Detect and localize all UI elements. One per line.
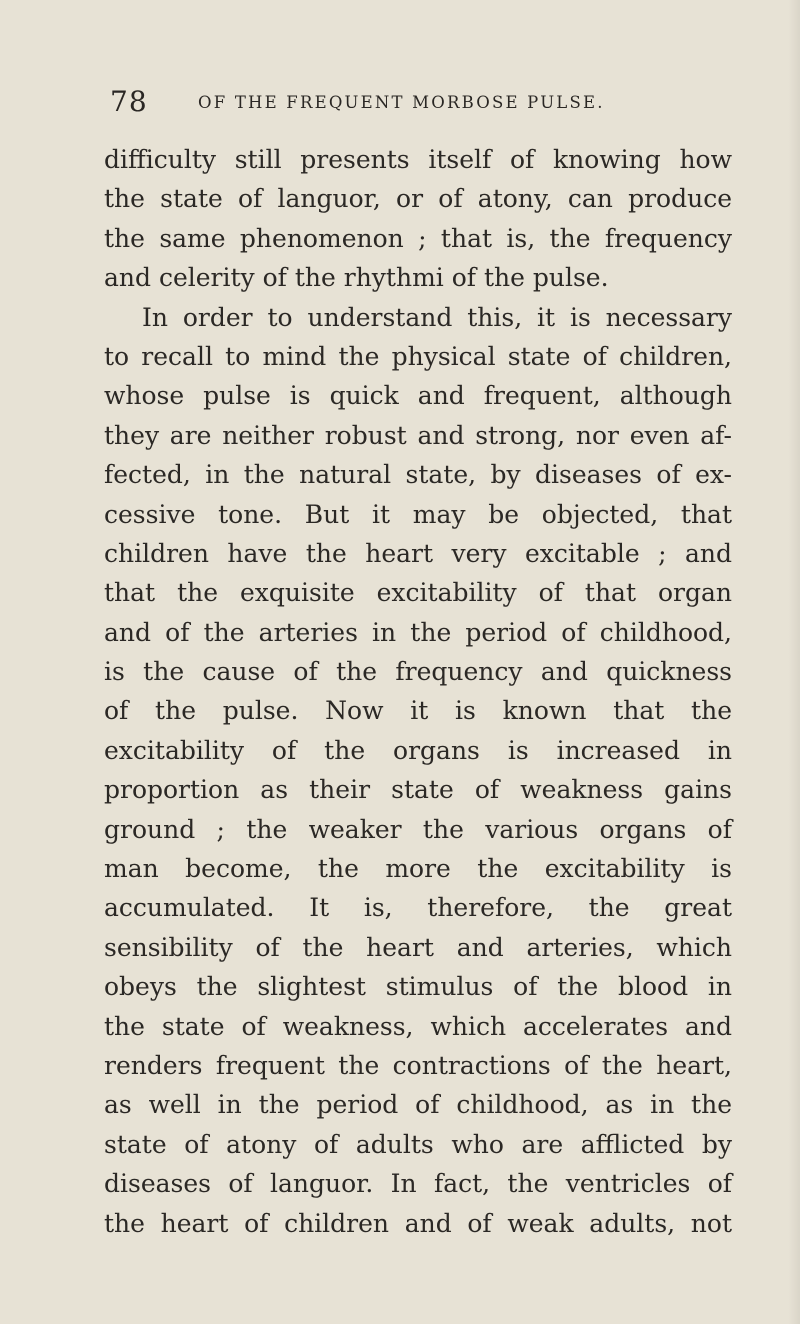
text-line: accumulated. It is, therefore, the great (104, 893, 732, 923)
text-line: difficulty still presents itself of knowing how (104, 145, 732, 174)
text-line: obeys the slightest stimulus of the blood in (104, 972, 732, 1002)
text-line: of the pulse. Now it is known that the (104, 696, 732, 726)
text-line: they are neither robust and strong, nor even af- (104, 420, 732, 450)
text-line: excitability of the organs is increased in (104, 735, 732, 765)
text-line: sensibility of the heart and arteries, which (104, 932, 732, 962)
text-line: whose pulse is quick and frequent, although (104, 381, 732, 411)
text-line: In order to understand this, it is necessary (142, 302, 732, 332)
text-line: as well in the period of childhood, as in the (104, 1090, 732, 1120)
text-line: the state of languor, or of atony, can produce (104, 184, 732, 214)
text-line: ground ; the weaker the various organs of (104, 814, 732, 844)
text-line: the state of weakness, which accelerates and (104, 1011, 732, 1041)
running-title: OF THE FREQUENT MORBOSE PULSE. (198, 93, 605, 112)
text-line: proportion as their state of weakness gains (104, 775, 732, 805)
text-line: the same phenomenon ; that is, the frequency (104, 223, 732, 253)
text-line: to recall to mind the physical state of children, (104, 341, 732, 371)
text-line: diseases of languor. In fact, the ventricles of (104, 1169, 732, 1199)
text-line: cessive tone. But it may be objected, that (104, 499, 732, 529)
text-line: that the exquisite excitability of that organ (104, 578, 732, 608)
text-line: and celerity of the rhythmi of the pulse. (104, 263, 609, 293)
body-text (104, 140, 732, 1243)
text-line: renders frequent the contractions of the heart, (104, 1050, 732, 1080)
text-line: children have the heart very excitable ; and (104, 538, 732, 568)
text-line: the heart of children and of weak adults, not (104, 1208, 732, 1238)
text-line: fected, in the natural state, by diseases of ex- (104, 460, 732, 490)
text-line: is the cause of the frequency and quickness (104, 657, 732, 687)
text-line: man become, the more the excitability is (104, 854, 732, 884)
page-number: 78 (110, 85, 148, 118)
text-line: state of atony of adults who are afflicted by (104, 1129, 732, 1159)
page-edge-shadow (788, 0, 800, 1324)
text-line: and of the arteries in the period of childhood, (104, 617, 732, 647)
running-head (110, 84, 730, 120)
